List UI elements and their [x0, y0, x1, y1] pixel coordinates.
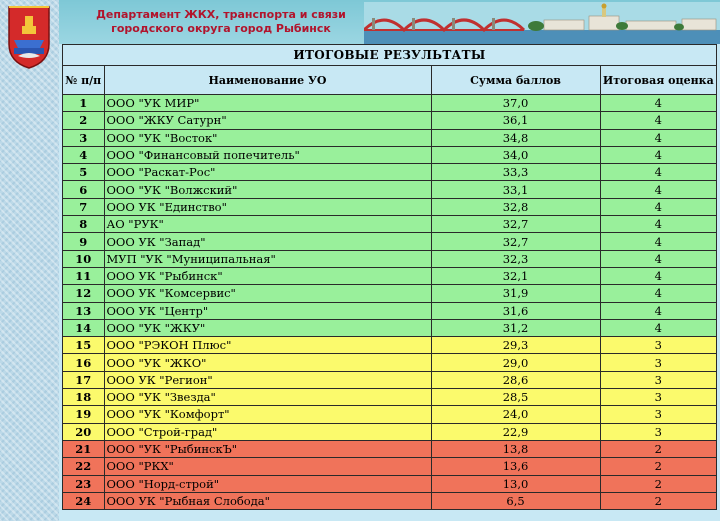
row-number: 19 [63, 406, 105, 423]
row-score-sum: 28,6 [431, 371, 600, 388]
row-org-name: ООО "УК "Комфорт" [104, 406, 431, 423]
row-org-name: ООО "Финансовый попечитель" [104, 146, 431, 163]
table-row [63, 371, 717, 388]
row-score-sum: 31,2 [431, 319, 600, 336]
department-title-line2: городского округа город Рыбинск [111, 22, 331, 35]
row-number: 10 [63, 250, 105, 267]
row-score-sum: 33,1 [431, 181, 600, 198]
column-header-number: № п/п [63, 66, 105, 95]
table-row [63, 302, 717, 319]
row-number: 8 [63, 216, 105, 233]
row-final-grade: 4 [600, 267, 716, 284]
row-final-grade: 2 [600, 440, 716, 457]
row-org-name: ООО "Строй-град" [104, 423, 431, 440]
row-org-name: ООО УК "Комсервис" [104, 285, 431, 302]
site-header [59, 0, 720, 44]
row-org-name: ООО "УК "Звезда" [104, 389, 431, 406]
row-number: 11 [63, 267, 105, 284]
row-org-name: ООО УК "Единство" [104, 198, 431, 215]
column-header-grade: Итоговая оценка [600, 66, 716, 95]
row-score-sum: 32,1 [431, 267, 600, 284]
table-row [63, 475, 717, 492]
table-row [63, 233, 717, 250]
row-org-name: ООО "УК "ЖКО" [104, 354, 431, 371]
row-org-name: ООО "РКХ" [104, 458, 431, 475]
row-score-sum: 13,8 [431, 440, 600, 457]
row-number: 22 [63, 458, 105, 475]
row-score-sum: 29,0 [431, 354, 600, 371]
table-row [63, 198, 717, 215]
department-title-line1: Департамент ЖКХ, транспорта и связи [96, 8, 346, 21]
row-number: 6 [63, 181, 105, 198]
row-org-name: ООО "ЖКУ Сатурн" [104, 112, 431, 129]
column-header-sum: Сумма баллов [431, 66, 600, 95]
row-score-sum: 36,1 [431, 112, 600, 129]
row-score-sum: 32,7 [431, 216, 600, 233]
row-org-name: ООО УК "Регион" [104, 371, 431, 388]
row-org-name: ООО "УК "Волжский" [104, 181, 431, 198]
row-org-name: МУП "УК "Муниципальная" [104, 250, 431, 267]
row-final-grade: 4 [600, 319, 716, 336]
row-number: 3 [63, 129, 105, 146]
row-org-name: ООО УК "Рыбная Слобода" [104, 492, 431, 509]
city-skyline-banner [364, 2, 720, 44]
row-score-sum: 28,5 [431, 389, 600, 406]
row-number: 1 [63, 95, 105, 112]
table-row [63, 129, 717, 146]
row-number: 7 [63, 198, 105, 215]
row-score-sum: 31,9 [431, 285, 600, 302]
department-title[interactable] [96, 8, 346, 36]
table-row [63, 267, 717, 284]
row-score-sum: 32,8 [431, 198, 600, 215]
column-header-name: Наименование УО [104, 66, 431, 95]
table-header-row [63, 66, 717, 95]
table-row [63, 440, 717, 457]
row-number: 12 [63, 285, 105, 302]
row-score-sum: 32,7 [431, 233, 600, 250]
left-sidebar [0, 0, 59, 521]
row-score-sum: 31,6 [431, 302, 600, 319]
row-number: 17 [63, 371, 105, 388]
row-number: 24 [63, 492, 105, 509]
row-final-grade: 4 [600, 164, 716, 181]
results-panel [59, 44, 720, 521]
row-org-name: ООО "УК МИР" [104, 95, 431, 112]
table-row [63, 492, 717, 509]
table-title: ИТОГОВЫЕ РЕЗУЛЬТАТЫ [63, 45, 717, 66]
row-org-name: ООО "УК "ЖКУ" [104, 319, 431, 336]
row-final-grade: 3 [600, 406, 716, 423]
table-row [63, 95, 717, 112]
table-title-row [63, 45, 717, 66]
row-final-grade: 4 [600, 95, 716, 112]
row-score-sum: 13,6 [431, 458, 600, 475]
row-org-name: ООО "УК "РыбинскЪ" [104, 440, 431, 457]
row-final-grade: 2 [600, 492, 716, 509]
row-final-grade: 4 [600, 112, 716, 129]
row-final-grade: 3 [600, 389, 716, 406]
row-final-grade: 2 [600, 475, 716, 492]
row-final-grade: 3 [600, 337, 716, 354]
row-final-grade: 3 [600, 354, 716, 371]
table-body [63, 95, 717, 510]
table-row [63, 319, 717, 336]
table-row [63, 164, 717, 181]
row-final-grade: 2 [600, 458, 716, 475]
row-score-sum: 6,5 [431, 492, 600, 509]
row-score-sum: 32,3 [431, 250, 600, 267]
row-org-name: ООО "РЭКОН Плюс" [104, 337, 431, 354]
row-number: 15 [63, 337, 105, 354]
row-number: 21 [63, 440, 105, 457]
row-final-grade: 4 [600, 302, 716, 319]
row-org-name: АО "РУК" [104, 216, 431, 233]
row-org-name: ООО УК "Центр" [104, 302, 431, 319]
row-org-name: ООО УК "Рыбинск" [104, 267, 431, 284]
row-score-sum: 37,0 [431, 95, 600, 112]
row-score-sum: 13,0 [431, 475, 600, 492]
table-row [63, 112, 717, 129]
table-row [63, 285, 717, 302]
row-score-sum: 29,3 [431, 337, 600, 354]
row-number: 4 [63, 146, 105, 163]
table-row [63, 389, 717, 406]
row-number: 14 [63, 319, 105, 336]
row-number: 2 [63, 112, 105, 129]
row-org-name: ООО "Раскат-Рос" [104, 164, 431, 181]
row-final-grade: 4 [600, 129, 716, 146]
table-row [63, 406, 717, 423]
row-final-grade: 4 [600, 285, 716, 302]
table-row [63, 354, 717, 371]
row-score-sum: 22,9 [431, 423, 600, 440]
table-row [63, 181, 717, 198]
row-final-grade: 4 [600, 216, 716, 233]
row-score-sum: 33,3 [431, 164, 600, 181]
table-row [63, 216, 717, 233]
coat-of-arms-icon[interactable] [6, 4, 52, 70]
table-row [63, 250, 717, 267]
results-table [62, 44, 717, 510]
row-number: 23 [63, 475, 105, 492]
table-row [63, 146, 717, 163]
table-row [63, 337, 717, 354]
row-final-grade: 3 [600, 423, 716, 440]
row-org-name: ООО "УК "Восток" [104, 129, 431, 146]
row-number: 5 [63, 164, 105, 181]
row-number: 9 [63, 233, 105, 250]
row-final-grade: 4 [600, 233, 716, 250]
row-number: 18 [63, 389, 105, 406]
row-final-grade: 4 [600, 181, 716, 198]
row-score-sum: 34,0 [431, 146, 600, 163]
row-org-name: ООО УК "Запад" [104, 233, 431, 250]
row-number: 13 [63, 302, 105, 319]
row-final-grade: 3 [600, 371, 716, 388]
row-score-sum: 34,8 [431, 129, 600, 146]
row-number: 16 [63, 354, 105, 371]
row-final-grade: 4 [600, 146, 716, 163]
row-number: 20 [63, 423, 105, 440]
row-org-name: ООО "Норд-строй" [104, 475, 431, 492]
row-final-grade: 4 [600, 250, 716, 267]
table-row [63, 458, 717, 475]
row-final-grade: 4 [600, 198, 716, 215]
row-score-sum: 24,0 [431, 406, 600, 423]
table-row [63, 423, 717, 440]
